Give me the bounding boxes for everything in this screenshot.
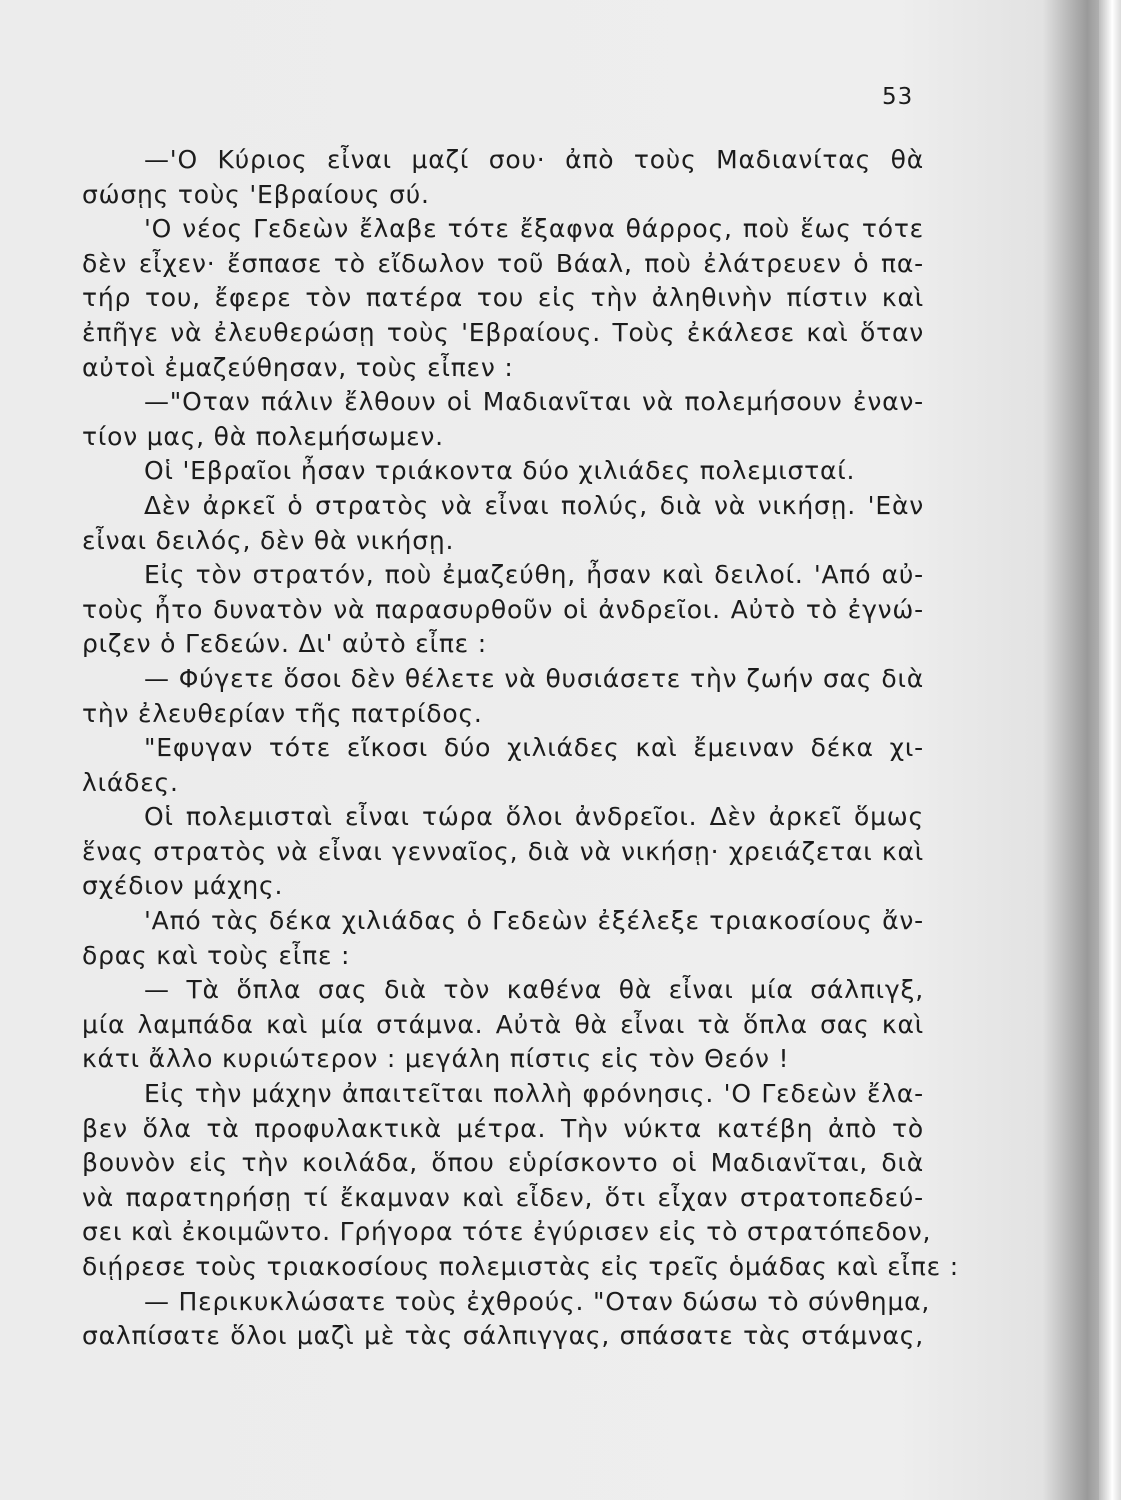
text-line: ριζεν ὁ Γεδεών. Δι' αὐτὸ εἶπε : — [82, 629, 487, 659]
text-line: μία λαμπάδα καὶ μία στάμνα. Αὐτὰ θὰ εἶναι τὰ ὅπλα σας καὶ — [82, 1009, 924, 1039]
paragraph — [82, 731, 924, 800]
text-line: — Περικυκλώσατε τοὺς ἐχθρούς. "Οταν δώσω τὸ σύνθημα, — [144, 1286, 931, 1316]
paragraph — [82, 800, 924, 904]
paragraph — [82, 212, 924, 385]
text-line: ἕνας στρατὸς νὰ εἶναι γενναῖος, διὰ νὰ νικήσῃ· χρειάζεται καὶ — [82, 836, 924, 866]
body-text — [82, 143, 959, 1354]
text-line: — Φύγετε ὅσοι δὲν θέλετε νὰ θυσιάσετε τὴν ζωήν σας διὰ — [144, 663, 924, 693]
text-line: Εἰς τὸν στρατόν, ποὺ ἐμαζεύθη, ἦσαν καὶ δειλοί. 'Από αὐ- — [144, 560, 924, 590]
paragraph — [82, 489, 924, 558]
text-line: ἐπῆγε νὰ ἐλευθερώσῃ τοὺς 'Εβραίους. Τοὺς ἐκάλεσε καὶ ὅταν — [82, 317, 924, 347]
text-line: τοὺς ἦτο δυνατὸν νὰ παρασυρθοῦν οἱ ἀνδρεῖοι. Αὐτὸ τὸ ἐγνώ- — [82, 594, 924, 624]
text-line: Οἱ πολεμισταὶ εἶναι τώρα ὅλοι ἀνδρεῖοι. Δὲν ἀρκεῖ ὅμως — [144, 802, 924, 832]
paragraph — [82, 385, 924, 454]
paragraph — [82, 558, 924, 662]
text-line: Εἰς τὴν μάχην ἀπαιτεῖται πολλὴ φρόνησις. 'Ο Γεδεὼν ἔλα- — [144, 1079, 924, 1109]
text-line: 'Ο νέος Γεδεὼν ἔλαβε τότε ἔξαφνα θάρρος, ποὺ ἕως τότε — [144, 214, 924, 244]
text-line: βεν ὅλα τὰ προφυλακτικὰ μέτρα. Τὴν νύκτα κατέβη ἀπὸ τὸ — [82, 1113, 924, 1143]
text-line: Δὲν ἀρκεῖ ὁ στρατὸς νὰ εἶναι πολύς, διὰ νὰ νικήσῃ. 'Εὰν — [144, 490, 924, 520]
text-line: —'Ο Κύριος εἶναι μαζί σου· ἀπὸ τοὺς Μαδιανίτας θὰ — [144, 145, 924, 174]
text-line: νὰ παρατηρήσῃ τί ἔκαμναν καὶ εἶδεν, ὅτι εἶχαν στρατοπεδεύ- — [82, 1182, 924, 1212]
text-line: "Εφυγαν τότε εἴκοσι δύο χιλιάδες καὶ ἔμειναν δέκα χι- — [144, 733, 924, 763]
paragraph — [82, 662, 924, 731]
paragraph — [82, 1077, 959, 1285]
text-line: βουνὸν εἰς τὴν κοιλάδα, ὅπου εὑρίσκοντο οἱ Μαδιανῖται, διὰ — [82, 1148, 924, 1178]
paragraph — [82, 1285, 931, 1354]
text-line: —"Οταν πάλιν ἔλθουν οἱ Μαδιανῖται νὰ πολεμήσουν ἐναν- — [144, 387, 924, 417]
text-line: εἶναι δειλός, δὲν θὰ νικήσῃ. — [82, 525, 455, 555]
text-line: 'Από τὰς δέκα χιλιάδας ὁ Γεδεὼν ἐξέλεξε τριακοσίους ἄν- — [144, 906, 924, 936]
text-line: Οἱ 'Εβραῖοι ἦσαν τριάκοντα δύο χιλιάδες πολεμισταί. — [144, 456, 856, 486]
text-line: τίον μας, θὰ πολεμήσωμεν. — [82, 421, 444, 451]
text-line: σει καὶ ἐκοιμῶντο. Γρήγορα τότε ἐγύρισεν εἰς τὸ στρατόπεδον, — [82, 1217, 932, 1247]
text-line: αὐτοὶ ἐμαζεύθησαν, τοὺς εἶπεν : — [82, 352, 514, 382]
text-line: σώσῃς τοὺς 'Εβραίους σύ. — [82, 179, 430, 209]
text-line: κάτι ἄλλο κυριώτερον : μεγάλη πίστις εἰς τὸν Θεόν ! — [82, 1044, 790, 1074]
text-line: διῄρεσε τοὺς τριακοσίους πολεμιστὰς εἰς τρεῖς ὁμάδας καὶ εἶπε : — [82, 1252, 959, 1281]
text-line: — Τὰ ὅπλα σας διὰ τὸν καθένα θὰ εἶναι μία σάλπιγξ, — [144, 975, 924, 1005]
text-line: δὲν εἶχεν· ἔσπασε τὸ εἴδωλον τοῦ Βάαλ, ποὺ ἐλάτρευεν ὁ πα- — [82, 248, 924, 278]
page-edge — [1099, 0, 1121, 1500]
page-number: 53 — [882, 84, 914, 110]
text-line: τὴν ἐλευθερίαν τῆς πατρίδος. — [82, 698, 483, 728]
text-line: δρας καὶ τοὺς εἶπε : — [82, 940, 351, 970]
text-line: σχέδιον μάχης. — [82, 871, 284, 901]
text-line: λιάδες. — [82, 767, 179, 797]
paragraph — [82, 973, 924, 1077]
paragraph — [82, 454, 924, 489]
paragraph — [82, 143, 924, 212]
paragraph — [82, 904, 924, 973]
text-line: σαλπίσατε ὅλοι μαζὶ μὲ τὰς σάλπιγγας, σπάσατε τὰς στάμνας, — [82, 1321, 924, 1351]
text-line: τήρ του, ἔφερε τὸν πατέρα του εἰς τὴν ἀληθινὴν πίστιν καὶ — [82, 283, 924, 313]
